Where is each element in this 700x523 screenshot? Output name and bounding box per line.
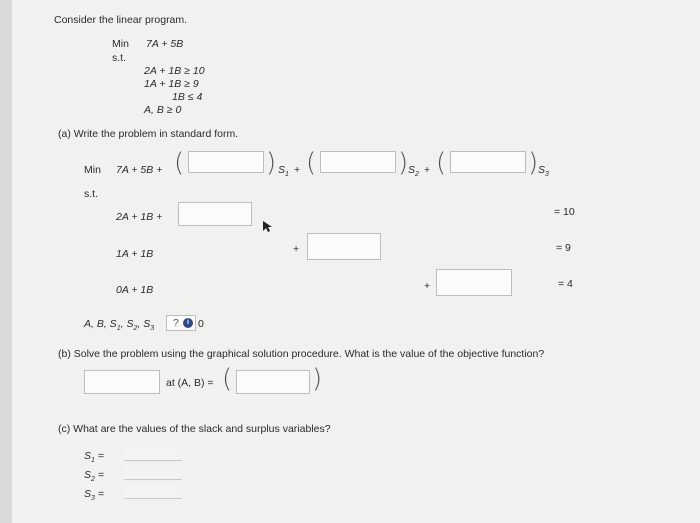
s2-label: $S_2$ (408, 164, 419, 179)
std-objective-prefix: 7A + 5B + (116, 164, 163, 176)
plus-1: + (294, 164, 301, 176)
row3-lhs: 0A + 1B (116, 284, 154, 296)
objective: 7A + 5B (146, 38, 184, 50)
row3-input[interactable] (436, 269, 512, 296)
row1-rhs: = 10 (554, 206, 575, 218)
prompt-text: Consider the linear program. (54, 14, 188, 26)
row1-input[interactable] (178, 202, 252, 226)
part-c-question: (c) What are the values of the slack and surplus variables? (58, 423, 331, 435)
std-min-label: Min (84, 164, 101, 176)
row2-plus: + (293, 243, 300, 255)
s1-answer-label: $S_1$ = (84, 450, 104, 465)
paren-open-3: ( (436, 148, 447, 178)
mouse-cursor-icon (263, 221, 273, 233)
std-st-label: s.t. (84, 188, 99, 200)
min-label: Min (112, 38, 129, 50)
constraint-1: 2A + 1B ≥ 10 (144, 65, 205, 77)
s3-label: $S_3$ (538, 164, 549, 179)
s1-answer-input[interactable] (124, 446, 182, 461)
row3-plus: + (424, 280, 431, 292)
objective-value-input[interactable] (84, 370, 160, 394)
plus-2: + (424, 164, 431, 176)
nonneg-zero: 0 (198, 318, 204, 330)
paren-open-2: ( (306, 148, 317, 178)
std-nonneg-vars: A, B, $S_1$, $S_2$, $S_3$ (84, 318, 155, 333)
row2-lhs: 1A + 1B (116, 248, 154, 260)
constraint-2: 1A + 1B ≥ 9 (144, 78, 199, 90)
paren-close-3: ) (528, 148, 539, 178)
s3-answer-input[interactable] (124, 484, 182, 499)
paren-open-b: ( (222, 364, 233, 394)
paren-close-2: ) (398, 148, 409, 178)
part-a-question: (a) Write the problem in standard form. (58, 128, 239, 140)
s3-coefficient-input[interactable] (450, 151, 526, 173)
s2-coefficient-input[interactable] (320, 151, 396, 173)
info-icon[interactable]: i (183, 318, 193, 328)
row2-input[interactable] (307, 233, 381, 260)
paren-close-b: ) (312, 364, 323, 394)
s1-label: $S_1$ (278, 164, 289, 179)
row3-rhs: = 4 (558, 278, 573, 290)
row2-rhs: = 9 (556, 242, 571, 254)
s2-answer-label: $S_2$ = (84, 469, 104, 484)
nonneg-select-value: ? (173, 317, 179, 329)
paren-close-1: ) (266, 148, 277, 178)
constraint-3: 1B ≤ 4 (172, 91, 203, 103)
ab-point-input[interactable] (236, 370, 310, 394)
part-b-question: (b) Solve the problem using the graphical solution procedure. What is the value of the objective function? (58, 348, 545, 360)
paren-open-1: ( (174, 148, 185, 178)
at-label: at (A, B) = (166, 377, 214, 389)
s3-answer-label: $S_3$ = (84, 488, 104, 503)
problem-sheet (12, 0, 700, 523)
row1-lhs: 2A + 1B + (116, 211, 163, 223)
st-label: s.t. (112, 52, 127, 64)
s1-coefficient-input[interactable] (188, 151, 264, 173)
s2-answer-input[interactable] (124, 465, 182, 480)
nonneg-constraint: A, B ≥ 0 (144, 104, 182, 116)
